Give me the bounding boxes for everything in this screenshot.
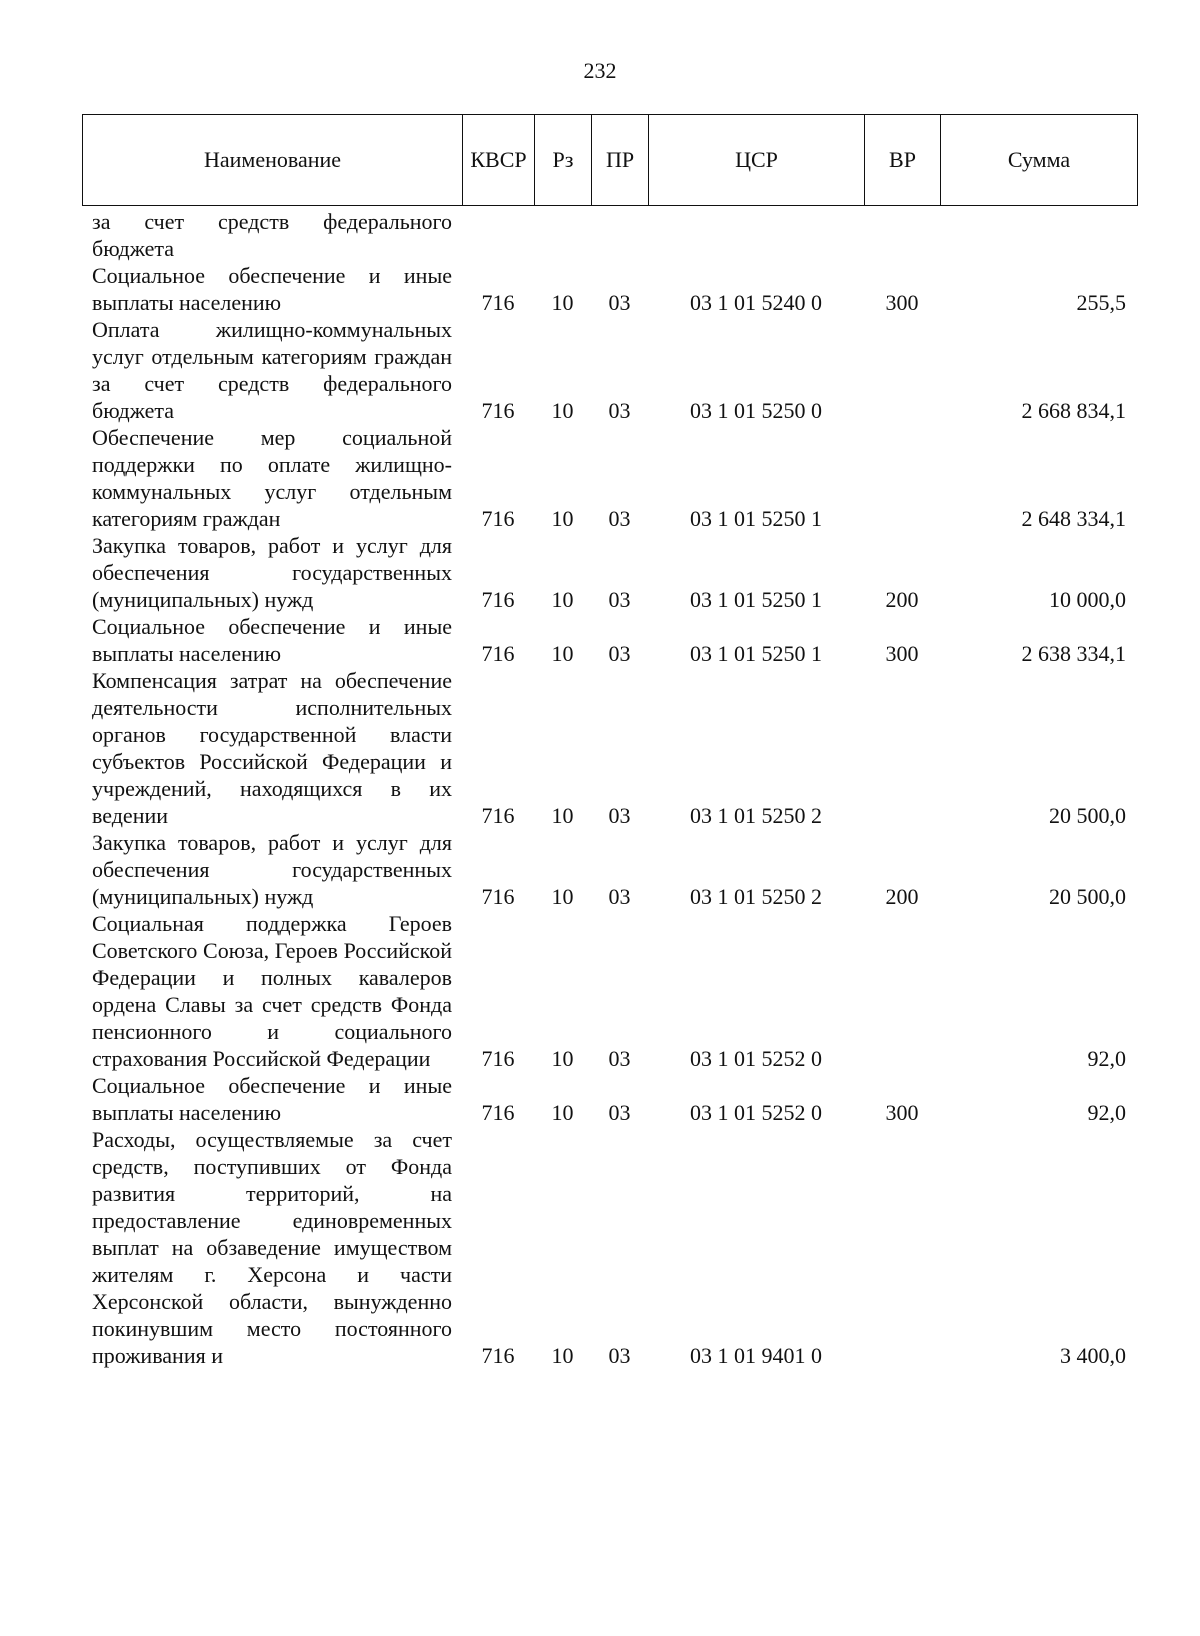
row-csr: 03 1 01 5250 1 [690,641,822,666]
header-sum: Сумма [1007,147,1071,172]
row-csr: 03 1 01 5250 1 [690,506,822,531]
row-kvsr: 716 [481,290,515,315]
row-sum: 92,0 [1087,1100,1126,1125]
row-kvsr: 716 [481,398,515,423]
row-csr: 03 1 01 5250 2 [690,803,822,828]
row-name: Расходы, осуществляемые за счет средств, поступивших от Фонда развития территорий, на предоставление единовременных выплат на обзаведение имуществом жителям г. Херсона и части Херсонской области, вынужденно покинувшим место постоянного проживания и [92,1127,452,1368]
row-name: Оплата жилищно-коммунальных услуг отдельным категориям граждан за счет средств федерального бюджета [92,317,452,423]
row-vr: 300 [885,290,919,315]
row-name: Закупка товаров, работ и услуг для обеспечения государственных (муниципальных) нужд [92,533,452,612]
table-row [82,316,1138,424]
row-pr: 03 [608,1100,631,1125]
row-name: Закупка товаров, работ и услуг для обеспечения государственных (муниципальных) нужд [92,830,452,909]
row-kvsr: 716 [481,506,515,531]
row-pr: 03 [608,290,631,315]
page-number: 232 [583,58,617,83]
row-rz: 10 [551,1046,574,1071]
table-row [82,667,1138,829]
table-row [82,262,1138,316]
row-kvsr: 716 [481,641,515,666]
table-body [82,208,1138,1369]
table-row [82,424,1138,532]
row-csr: 03 1 01 9401 0 [690,1343,822,1368]
table-header [82,114,1138,206]
row-vr: 300 [885,1100,919,1125]
row-pr: 03 [608,1343,631,1368]
table-row [82,613,1138,667]
row-pr: 03 [608,398,631,423]
row-csr: 03 1 01 5250 1 [690,587,822,612]
row-name: Социальное обеспечение и иные выплаты населению [92,263,452,315]
row-rz: 10 [551,506,574,531]
row-kvsr: 716 [481,1343,515,1368]
row-kvsr: 716 [481,884,515,909]
row-rz: 10 [551,1343,574,1368]
header-name: Наименование [83,115,463,205]
header-vr: ВР [865,115,941,205]
table-row [82,910,1138,1072]
row-rz: 10 [551,290,574,315]
row-vr: 200 [885,884,919,909]
row-rz: 10 [551,587,574,612]
row-rz: 10 [551,803,574,828]
row-kvsr: 716 [481,1100,515,1125]
row-pr: 03 [608,641,631,666]
table-row [82,1072,1138,1126]
header-rz: Рз [535,115,592,205]
table-row [82,532,1138,613]
row-csr: 03 1 01 5250 0 [690,398,822,423]
row-name: Компенсация затрат на обеспечение деятельности исполнительных органов государственной власти субъектов Российской Федерации и учреждений, находящихся в их ведении [92,668,452,828]
table-row [82,208,1138,262]
row-sum: 255,5 [1076,290,1126,315]
table-row [82,829,1138,910]
row-sum: 3 400,0 [1060,1343,1126,1368]
row-name: Социальное обеспечение и иные выплаты населению [92,1073,452,1125]
row-name: Обеспечение мер социальной поддержки по оплате жилищно-коммунальных услуг отдельным категориям граждан [92,425,452,531]
row-csr: 03 1 01 5252 0 [690,1100,822,1125]
row-rz: 10 [551,398,574,423]
row-csr: 03 1 01 5250 2 [690,884,822,909]
row-pr: 03 [608,1046,631,1071]
row-sum: 2 648 334,1 [1021,506,1126,531]
row-kvsr: 716 [481,803,515,828]
row-name: Социальное обеспечение и иные выплаты населению [92,614,452,666]
row-vr: 200 [885,587,919,612]
row-name: Социальная поддержка Героев Советского Союза, Героев Российской Федерации и полных кавалеров ордена Славы за счет средств Фонда пенсионного и социального страхования Российской Федерации [92,911,452,1071]
row-pr: 03 [608,506,631,531]
row-rz: 10 [551,641,574,666]
row-sum: 92,0 [1087,1046,1126,1071]
row-pr: 03 [608,587,631,612]
row-rz: 10 [551,1100,574,1125]
row-pr: 03 [608,884,631,909]
row-sum: 10 000,0 [1049,587,1126,612]
table-row [82,1126,1138,1369]
header-kvsr: КВСР [463,115,535,205]
row-sum: 2 668 834,1 [1021,398,1126,423]
row-sum: 20 500,0 [1049,803,1126,828]
row-kvsr: 716 [481,587,515,612]
row-csr: 03 1 01 5252 0 [690,1046,822,1071]
row-csr: 03 1 01 5240 0 [690,290,822,315]
row-rz: 10 [551,884,574,909]
row-sum: 2 638 334,1 [1021,641,1126,666]
header-pr: ПР [592,115,649,205]
row-kvsr: 716 [481,1046,515,1071]
row-sum: 20 500,0 [1049,884,1126,909]
row-name: за счет средств федерального бюджета [92,209,452,261]
row-pr: 03 [608,803,631,828]
header-csr: ЦСР [649,115,865,205]
row-vr: 300 [885,641,919,666]
